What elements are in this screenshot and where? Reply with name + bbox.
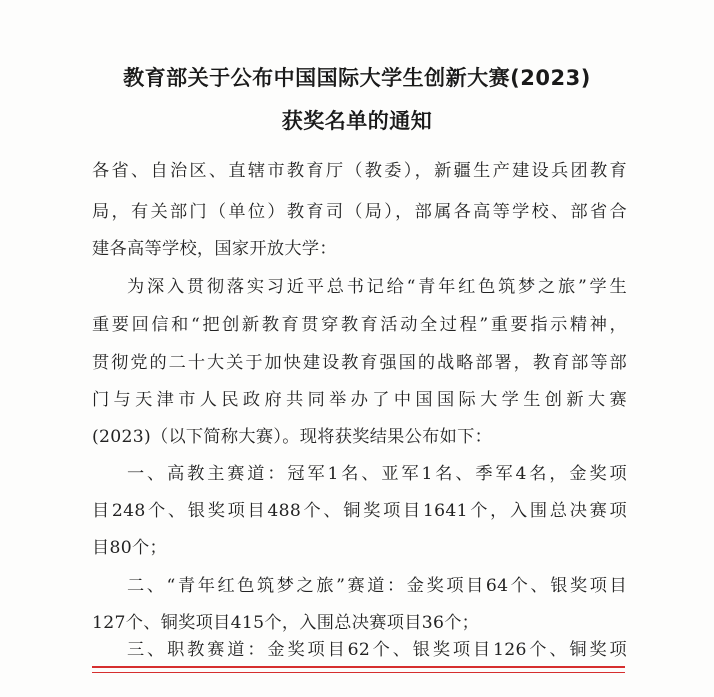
- paragraph-line: 贯彻党的二十大关于加快建设教育强国的战略部署，教育部等部: [92, 353, 627, 373]
- award-item-line: 127个、铜奖项目415个，入围总决赛项目36个；: [92, 613, 480, 633]
- footer-red-rule: [92, 666, 625, 668]
- award-item-line: 目248个、银奖项目488个、铜奖项目1641个，入围总决赛项: [92, 501, 627, 521]
- footer-red-rule-thin: [92, 672, 625, 673]
- paragraph-line: 门与天津市人民政府共同举办了中国国际大学生创新大赛: [92, 390, 627, 410]
- paragraph-line: 重要回信和“把创新教育贯穿教育活动全过程”重要指示精神，: [92, 315, 627, 335]
- addressee-line-1: 各省、自治区、直辖市教育厅（教委），新疆生产建设兵团教育: [92, 161, 627, 181]
- notice-title-line-1: 教育部关于公布中国国际大学生创新大赛(2023): [123, 66, 591, 90]
- addressee-line-3: 建各高等学校，国家开放大学：: [92, 239, 337, 259]
- notice-title-line-2: 获奖名单的通知: [281, 109, 433, 133]
- addressee-line-2: 局，有关部门（单位）教育司（局），部属各高等学校、部省合: [92, 202, 627, 222]
- paragraph-line: (2023)（以下简称大赛）。现将获奖结果公布如下：: [92, 427, 493, 447]
- award-item-line: 三、职教赛道：金奖项目62个、银奖项目126个、铜奖项: [127, 640, 627, 660]
- award-item-line: 二、“青年红色筑梦之旅”赛道：金奖项目64个、银奖项目: [127, 576, 627, 596]
- award-item-line: 一、高教主赛道：冠军1名、亚军1名、季军4名，金奖项: [127, 464, 627, 484]
- paragraph-line: 为深入贯彻落实习近平总书记给“青年红色筑梦之旅”学生: [127, 277, 627, 297]
- award-item-line: 目80个；: [92, 538, 167, 558]
